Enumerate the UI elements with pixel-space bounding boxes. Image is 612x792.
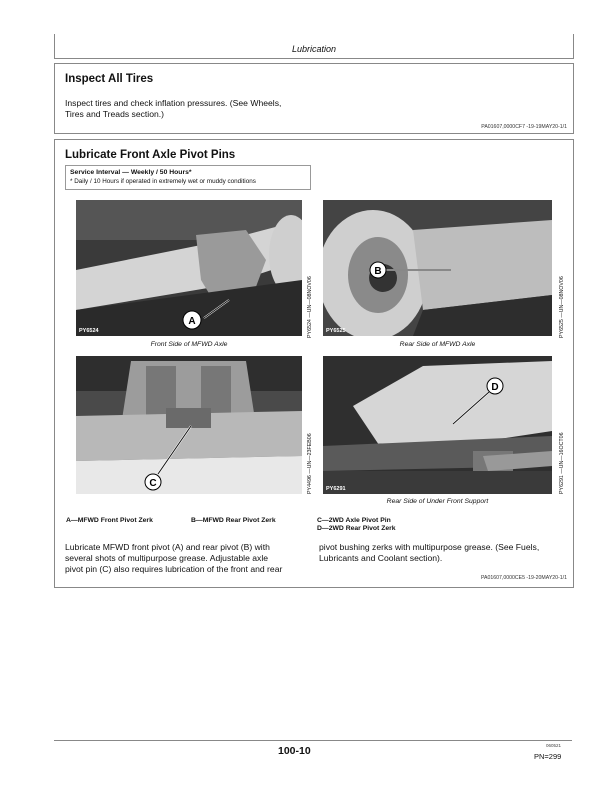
document-reference: PA01607,0000CE5 -19-20MAY20-1/1	[480, 575, 567, 581]
legend-item-a: A—MFWD Front Pivot Zerk	[66, 517, 153, 524]
callout-a: A	[188, 316, 196, 327]
figure-label: PY6524	[79, 328, 99, 334]
callout-b: B	[374, 266, 382, 277]
page-number: 100-10	[278, 745, 311, 757]
figure-caption: Rear Side of MFWD Axle	[399, 341, 476, 348]
callout-d: D	[491, 382, 499, 393]
figure-id-vertical: PY6291 —UN—16OCT06	[559, 432, 565, 494]
footer-rule	[54, 740, 572, 741]
service-interval-note: * Daily / 10 Hours if operated in extremely wet or muddy conditions	[70, 178, 256, 185]
service-interval-label: Service Interval — Weekly / 50 Hours*	[70, 169, 192, 176]
footer-code: 060521	[546, 743, 562, 748]
running-head: Lubrication	[54, 34, 574, 59]
figure-under-front-support	[323, 356, 552, 494]
section-body-line: several shots of multipurpose grease. Adjustable axle	[65, 553, 269, 563]
section-body-line: Inspect tires and check inflation pressures. (See Wheels,	[65, 98, 282, 108]
figure-front-mfwd-axle	[76, 200, 302, 336]
section-body-line: Lubricants and Coolant section).	[319, 553, 443, 563]
section-body-line: pivot pin (C) also requires lubrication of the front and rear	[65, 564, 283, 574]
legend-item-c: C—2WD Axle Pivot Pin	[317, 517, 391, 524]
figure-caption: Rear Side of Under Front Support	[386, 498, 489, 505]
figure-rear-mfwd-axle	[323, 200, 552, 336]
figure-id-vertical: PY6525 —UN—08NOV06	[559, 276, 565, 338]
figure-2wd-axle-pivot	[76, 356, 302, 494]
section-body-line: pivot bushing zerks with multipurpose grease. (See Fuels,	[319, 542, 540, 552]
section-lubricate-pivot-pins	[54, 139, 574, 588]
figure-label: PY6525	[326, 328, 346, 334]
figure-id-vertical: PY6524 —UN—08NOV06	[307, 276, 313, 338]
legend-item-b: B—MFWD Rear Pivot Zerk	[191, 517, 276, 524]
section-body-line: Tires and Treads section.)	[65, 109, 165, 119]
figure-label: PY6291	[326, 486, 346, 492]
section-title: Lubricate Front Axle Pivot Pins	[65, 149, 236, 161]
legend-item-d: D—2WD Rear Pivot Zerk	[317, 525, 396, 532]
callout-c: C	[149, 478, 157, 489]
figure-id-vertical: PY4496 —UN—23FEB06	[307, 433, 313, 494]
figure-caption: Front Side of MFWD Axle	[150, 341, 228, 348]
section-body-line: Lubricate MFWD front pivot (A) and rear pivot (B) with	[65, 542, 270, 552]
service-interval-box	[65, 165, 311, 190]
section-title: Inspect All Tires	[65, 73, 154, 85]
section-inspect-tires	[54, 63, 574, 134]
document-reference: PA01607,0000CF7 -19-19MAY20-1/1	[481, 124, 567, 130]
footer-pn: PN=299	[534, 752, 562, 761]
